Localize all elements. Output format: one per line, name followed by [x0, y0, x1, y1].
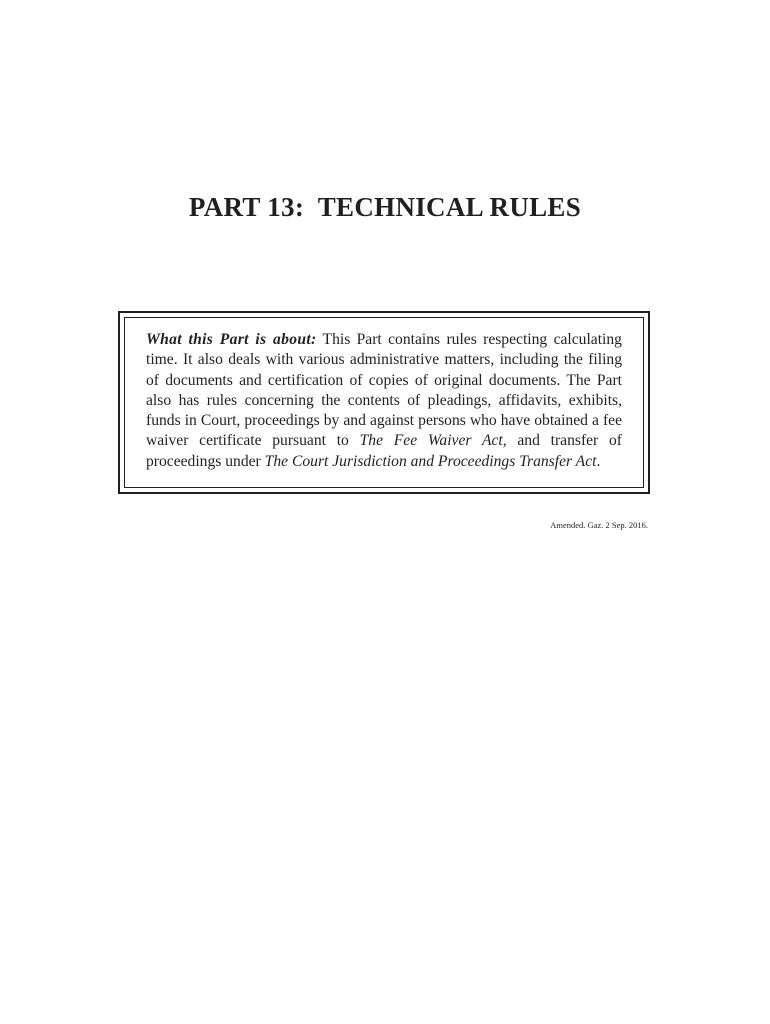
summary-paragraph — [146, 330, 622, 472]
summary-box — [118, 311, 650, 494]
summary-text-2: , and transfer of proceedings under — [146, 432, 622, 470]
act-reference-fee-waiver: The Fee Waiver Act — [359, 432, 503, 450]
amendment-note: Amended. Gaz. 2 Sep. 2016. — [550, 520, 648, 530]
act-reference-court-jurisdiction: The Court Jurisdiction and Proceedings Transfer Act — [264, 452, 597, 470]
summary-text-1: This Part contains rules respecting calculating time. It also deals with various administrative matters, including the filing of documents and certification of copies of original documents. The Part also has rules concerning the contents of pleadings, affidavits, exhibits, funds in Court, proceedings by and against persons who have obtained a fee waiver certificate pursuant to — [146, 331, 622, 450]
summary-box-inner-border — [124, 317, 644, 488]
summary-text-3: . — [596, 452, 601, 470]
page-title: PART 13: TECHNICAL RULES — [188, 192, 582, 222]
summary-lead: What this Part is about: — [146, 331, 317, 348]
